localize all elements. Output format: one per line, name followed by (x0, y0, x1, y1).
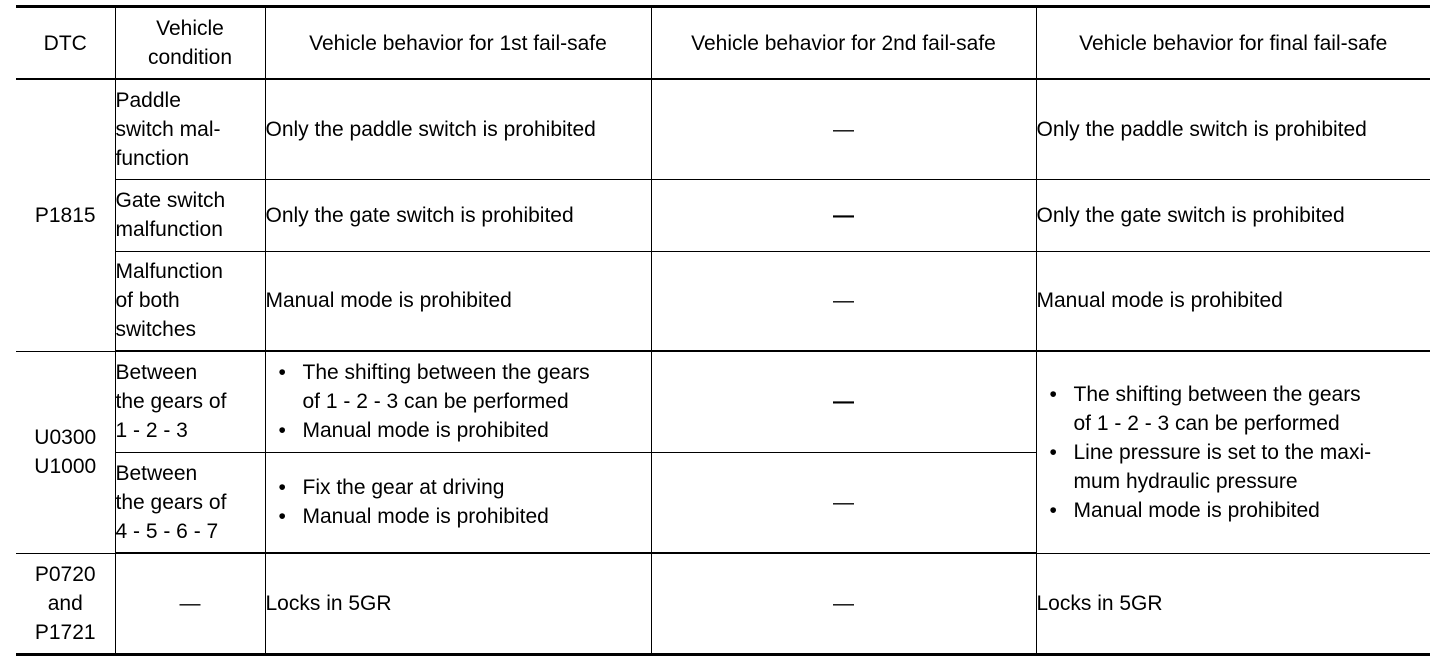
bullet-item (279, 358, 651, 416)
dtc-cell-p1815: P1815 (16, 79, 115, 351)
bullet-line: • Line pressure is set to the maxi- (1073, 440, 1372, 464)
bullet-list (266, 473, 651, 531)
first-fail-safe-cell: Only the paddle switch is prohibited (265, 79, 651, 179)
dtc-line: U1000 (34, 455, 97, 478)
header-row (16, 7, 1430, 80)
first-fail-safe-cell: Only the gate switch is prohibited (265, 179, 651, 251)
condition-line: function (115, 146, 190, 170)
condition-cell (115, 452, 265, 553)
condition-line: the gears of (115, 490, 227, 514)
bullet-item (279, 473, 651, 502)
table-row (16, 251, 1430, 351)
condition-cell (115, 351, 265, 452)
second-fail-safe-cell: — (651, 452, 1036, 553)
header-second-fail-safe: Vehicle behavior for 2nd fail-safe (651, 7, 1036, 80)
condition-line: malfunction (115, 218, 223, 241)
first-fail-safe-cell: Locks in 5GR (265, 553, 651, 654)
condition-cell (115, 251, 265, 351)
bullet-line: • The shifting between the gears (302, 361, 590, 385)
dtc-line: P1721 (34, 620, 96, 644)
header-final-fail-safe: Vehicle behavior for final fail-safe (1036, 7, 1430, 80)
fail-safe-table (16, 5, 1430, 656)
table-row (16, 179, 1430, 251)
final-fail-safe-cell: Locks in 5GR (1036, 553, 1430, 654)
condition-line: 1 - 2 - 3 (115, 419, 188, 443)
condition-line: of both (115, 289, 180, 313)
condition-cell: — (115, 553, 265, 654)
bullet-line: • Manual mode is prohibited (1073, 498, 1320, 522)
table-row (16, 553, 1430, 654)
dash-mark: — (833, 390, 854, 414)
dtc-line: U0300 (34, 426, 97, 449)
bullet-item (1050, 438, 1431, 496)
bullet-line: • The shifting between the gears (1073, 382, 1361, 406)
dtc-cell-u0300-u1000 (16, 351, 115, 553)
bullet-list (1037, 380, 1431, 525)
bullet-line: mum hydraulic pressure (1073, 469, 1298, 493)
condition-line: Paddle (115, 88, 181, 112)
bullet-line: • Manual mode is prohibited (302, 419, 549, 443)
bullet-line: • Fix the gear at driving (302, 476, 505, 500)
bullet-list (266, 358, 651, 445)
condition-cell (115, 179, 265, 251)
table-row (16, 79, 1430, 179)
condition-line: the gears of (115, 390, 227, 414)
first-fail-safe-cell: Manual mode is prohibited (265, 251, 651, 351)
condition-line: switch mal- (115, 117, 221, 141)
table-row (16, 351, 1430, 452)
condition-line: Between (115, 461, 198, 485)
final-fail-safe-cell: Manual mode is prohibited (1036, 251, 1430, 351)
dash-mark: — (833, 203, 854, 227)
dtc-line: and (47, 591, 83, 615)
header-condition-line: Vehicle (156, 17, 224, 40)
final-fail-safe-cell (1036, 351, 1430, 553)
second-fail-safe-cell: — (651, 553, 1036, 654)
second-fail-safe-cell (651, 351, 1036, 452)
final-fail-safe-cell: Only the paddle switch is prohibited (1036, 79, 1430, 179)
condition-line: Between (115, 361, 198, 385)
final-fail-safe-cell: Only the gate switch is prohibited (1036, 179, 1430, 251)
bullet-line: of 1 - 2 - 3 can be performed (302, 390, 569, 414)
bullet-line: • Manual mode is prohibited (302, 505, 549, 529)
bullet-item (1050, 380, 1431, 438)
header-dtc: DTC (16, 7, 115, 80)
header-vehicle-condition (115, 7, 265, 80)
bullet-item (279, 416, 651, 445)
second-fail-safe-cell: — (651, 251, 1036, 351)
condition-line: switches (115, 318, 197, 342)
bullet-line: of 1 - 2 - 3 can be performed (1073, 411, 1340, 435)
bullet-item (279, 502, 651, 531)
condition-line: Gate switch (115, 189, 226, 212)
header-first-fail-safe: Vehicle behavior for 1st fail-safe (265, 7, 651, 80)
bullet-item (1050, 496, 1431, 525)
condition-line: Malfunction (115, 260, 223, 284)
dtc-line: P0720 (34, 562, 96, 586)
header-condition-line: condition (147, 46, 233, 69)
condition-line: 4 - 5 - 6 - 7 (115, 519, 219, 543)
second-fail-safe-cell (651, 179, 1036, 251)
condition-cell (115, 79, 265, 179)
second-fail-safe-cell: — (651, 79, 1036, 179)
first-fail-safe-cell (265, 351, 651, 452)
first-fail-safe-cell (265, 452, 651, 553)
dtc-cell-p0720-p1721 (16, 553, 115, 654)
